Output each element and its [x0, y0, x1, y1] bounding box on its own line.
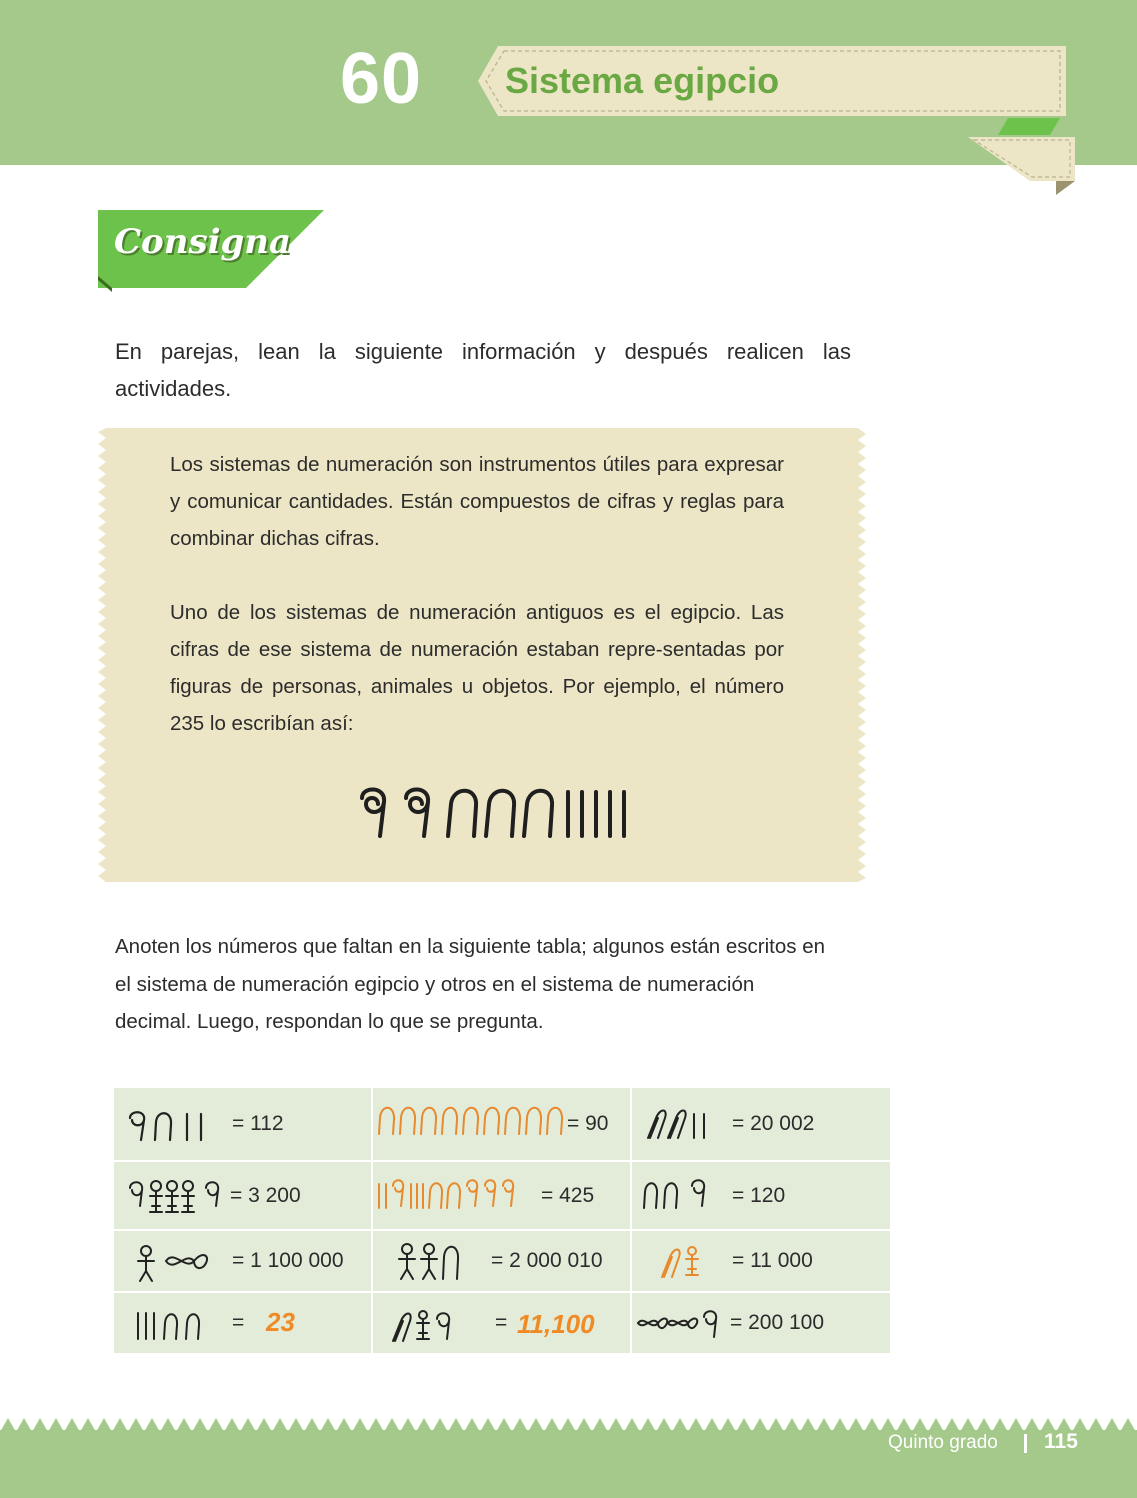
table-cell [373, 1293, 630, 1353]
table-cell [632, 1231, 890, 1291]
table-value: = 200 100 [730, 1311, 825, 1334]
egyptian-glyphs-icon [114, 1088, 214, 1160]
egyptian-glyphs-icon [373, 1293, 473, 1353]
table-value: = [495, 1311, 508, 1334]
answer-value[interactable]: 23 [266, 1307, 295, 1337]
table-cell [373, 1231, 630, 1291]
table-cell [373, 1088, 630, 1160]
egyptian-numeral-235-icon [356, 784, 656, 844]
table-value: = 1 100 000 [232, 1249, 344, 1272]
intro-text: En parejas, lean la siguiente información y después realicen las actividades. [115, 339, 851, 401]
table-cell [114, 1293, 371, 1353]
table-value: = 90 [567, 1112, 609, 1135]
table-cell [114, 1231, 371, 1291]
egyptian-glyphs-icon [632, 1293, 732, 1353]
table-cell [114, 1162, 371, 1229]
table-value: = 425 [541, 1184, 595, 1207]
lesson-title: Sistema egipcio [505, 60, 780, 101]
instructions-text: Anoten los números que faltan en la siguiente tabla; algunos están escritos en el sistema de numeración egipcio y otros en el sistema de numeración decimal. Luego, respondan lo que se pregunta. [115, 935, 825, 1033]
egyptian-glyphs-icon [114, 1293, 214, 1353]
answer-value[interactable]: 11,100 [517, 1309, 595, 1339]
egyptian-glyphs-icon [632, 1231, 722, 1291]
info-paragraph: Los sistemas de numeración son instrumentos útiles para expresar y comunicar cantidades. Están compuestos de cifras y reglas para combinar dichas cifras. [170, 453, 784, 550]
table-cell [632, 1293, 890, 1353]
consigna-label: Consigna [114, 222, 292, 262]
info-box [98, 428, 866, 882]
table-value: = 20 002 [732, 1112, 815, 1135]
ribbon-tail [960, 115, 1080, 197]
table-cell [632, 1162, 890, 1229]
table-value: = 120 [732, 1184, 786, 1207]
egyptian-glyphs-icon [632, 1088, 722, 1160]
egyptian-glyphs-icon [114, 1231, 224, 1291]
egyptian-glyphs-icon [373, 1088, 569, 1160]
lesson-number: 60 [340, 39, 423, 119]
egyptian-glyphs-icon [373, 1231, 473, 1291]
table-value: = 3 200 [230, 1184, 301, 1207]
footer-grade: Quinto grado [888, 1432, 998, 1453]
table-cell [114, 1088, 371, 1160]
page-number: 115 [1044, 1430, 1078, 1453]
table-cell [632, 1088, 890, 1160]
egyptian-glyphs-icon [373, 1162, 537, 1229]
table-value: = 11 000 [732, 1249, 813, 1272]
table-value: = 2 000 010 [491, 1249, 603, 1272]
egyptian-numbers-table [114, 1088, 888, 1349]
table-cell [373, 1162, 630, 1229]
footer-separator [1024, 1434, 1027, 1453]
egyptian-glyphs-icon [114, 1162, 232, 1229]
table-value: = [232, 1311, 245, 1334]
info-paragraph: Uno de los sistemas de numeración antiguos es el egipcio. Las cifras de ese sistema de numeración estaban repre-sentadas por figuras de personas, animales u objetos. Por ejemplo, el número 235 lo escribían así: [170, 601, 784, 735]
egyptian-glyphs-icon [632, 1162, 722, 1229]
table-value: = 112 [232, 1112, 284, 1135]
